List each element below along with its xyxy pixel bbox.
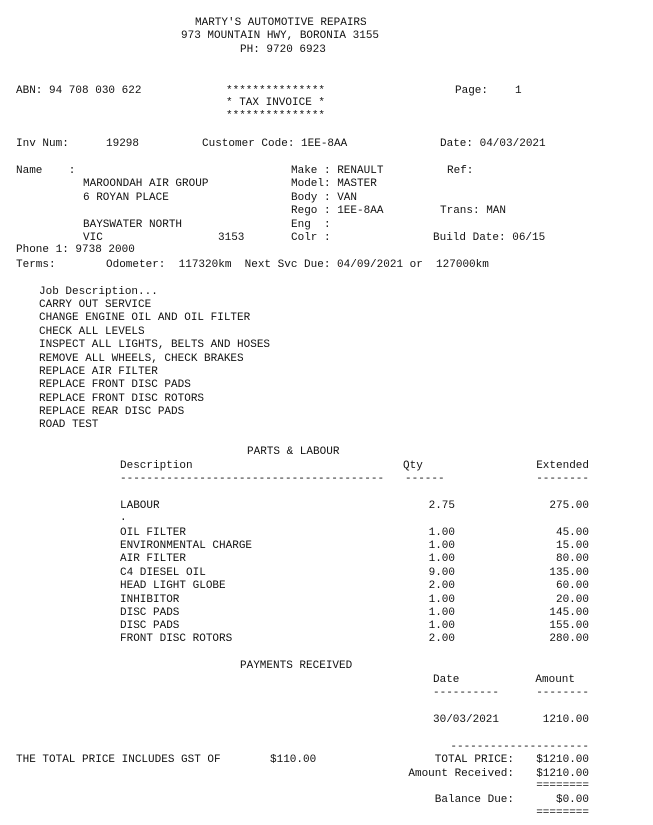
part-extended: 135.00 [549,567,589,579]
job-line: REPLACE FRONT DISC PADS [39,379,191,391]
job-line: REPLACE REAR DISC PADS [39,406,185,418]
page-label: Page: [455,85,489,97]
part-extended: 280.00 [549,633,589,645]
total-price-value: $1210.00 [536,754,589,766]
part-extended: 80.00 [555,553,589,565]
part-extended: 15.00 [555,540,589,552]
job-line: REPLACE FRONT DISC ROTORS [39,393,205,405]
job-title: Job Description... [39,286,158,298]
odometer-line: Odometer: 117320km Next Svc Due: 04/09/2021 or 127000km [106,259,489,271]
customer-suburb: BAYSWATER NORTH [83,219,183,231]
part-extended: 155.00 [549,620,589,632]
part-qty: 1.00 [428,607,455,619]
invoice-date: Date: 04/03/2021 [440,138,546,150]
part-extended: 20.00 [555,594,589,606]
vehicle-model: Model: MASTER [291,178,377,190]
gst-value: $110.00 [270,754,317,766]
terms-label: Terms: [16,259,56,271]
customer-phone: Phone 1: 9738 2000 [16,244,135,256]
balance-due-label: Balance Due: [434,794,514,806]
part-qty: 1.00 [428,620,455,632]
rule-amount: -------- [536,687,589,699]
customer-postcode: 3153 [218,232,245,244]
part-desc: DISC PADS [120,620,180,632]
customer-code: Customer Code: 1EE-8AA [202,138,348,150]
job-line: CHECK ALL LEVELS [39,326,145,338]
col-extended: Extended [536,460,589,472]
part-qty: 1.00 [428,527,455,539]
vehicle-body: Body : VAN [291,192,358,204]
total-price-label: TOTAL PRICE: [434,754,514,766]
amount-received-label: Amount Received: [408,768,514,780]
col-date: Date [433,674,460,686]
part-qty: 1.00 [428,594,455,606]
job-line: CARRY OUT SERVICE [39,299,152,311]
labour-desc: LABOUR [120,500,160,512]
stars-bottom: *************** [226,110,326,122]
invoice-number: 19298 [106,138,140,150]
labour-extended: 275.00 [549,500,589,512]
part-extended: 45.00 [555,527,589,539]
col-amount: Amount [535,674,575,686]
part-extended: 60.00 [555,580,589,592]
customer-name: MAROONDAH AIR GROUP [83,178,209,190]
vehicle-make: Make : RENAULT [291,165,384,177]
part-desc: OIL FILTER [120,527,187,539]
company-name: MARTY'S AUTOMOTIVE REPAIRS [195,17,367,29]
rule-extended: -------- [536,473,589,485]
part-desc: FRONT DISC ROTORS [120,633,233,645]
vehicle-colour: Colr : [291,232,331,244]
invoice-number-label: Inv Num: [16,138,69,150]
dot-separator: . [120,512,127,524]
ref-label: Ref: [447,165,474,177]
job-line: REPLACE AIR FILTER [39,366,158,378]
job-line: ROAD TEST [39,419,99,431]
tax-invoice-title: * TAX INVOICE * [226,97,326,109]
col-qty: Qty [403,460,423,472]
part-extended: 145.00 [549,607,589,619]
rule-date: ---------- [433,687,500,699]
part-qty: 2.00 [428,633,455,645]
payments-title: PAYMENTS RECEIVED [240,660,353,672]
part-desc: C4 DIESEL OIL [120,567,206,579]
parts-title: PARTS & LABOUR [247,446,340,458]
amount-received-value: $1210.00 [536,768,589,780]
payment-amount: 1210.00 [542,714,589,726]
gst-label: THE TOTAL PRICE INCLUDES GST OF [16,754,221,766]
payment-date: 30/03/2021 [433,714,500,726]
part-qty: 9.00 [428,567,455,579]
vehicle-engine: Eng : [291,219,331,231]
job-line: INSPECT ALL LIGHTS, BELTS AND HOSES [39,339,271,351]
name-label: Name : [16,165,76,177]
stars-top: *************** [226,85,326,97]
balance-due-value: $0.00 [555,794,589,806]
col-description: Description [120,460,193,472]
vehicle-build-date: Build Date: 06/15 [433,232,546,244]
company-phone: PH: 9720 6923 [240,44,326,56]
part-desc: AIR FILTER [120,553,187,565]
double-rule-bottom: ======== [536,807,589,819]
customer-street: 6 ROYAN PLACE [83,192,169,204]
customer-state: VIC [83,232,103,244]
part-qty: 1.00 [428,540,455,552]
vehicle-rego: Rego : 1EE-8AA [291,205,384,217]
part-desc: ENVIRONMENTAL CHARGE [120,540,253,552]
part-desc: INHIBITOR [120,594,180,606]
part-desc: DISC PADS [120,607,180,619]
abn: ABN: 94 708 030 622 [16,85,142,97]
rule-description: ---------------------------------------- [120,473,385,485]
labour-qty: 2.75 [428,500,455,512]
page-number: 1 [515,85,522,97]
double-rule: ======== [536,780,589,792]
job-line: CHANGE ENGINE OIL AND OIL FILTER [39,312,251,324]
rule-qty: ------ [405,473,445,485]
part-desc: HEAD LIGHT GLOBE [120,580,226,592]
part-qty: 1.00 [428,553,455,565]
job-line: REMOVE ALL WHEELS, CHECK BRAKES [39,353,244,365]
totals-rule: --------------------- [450,741,589,753]
part-qty: 2.00 [428,580,455,592]
company-address: 973 MOUNTAIN HWY, BORONIA 3155 [181,30,380,42]
vehicle-trans: Trans: MAN [440,205,507,217]
